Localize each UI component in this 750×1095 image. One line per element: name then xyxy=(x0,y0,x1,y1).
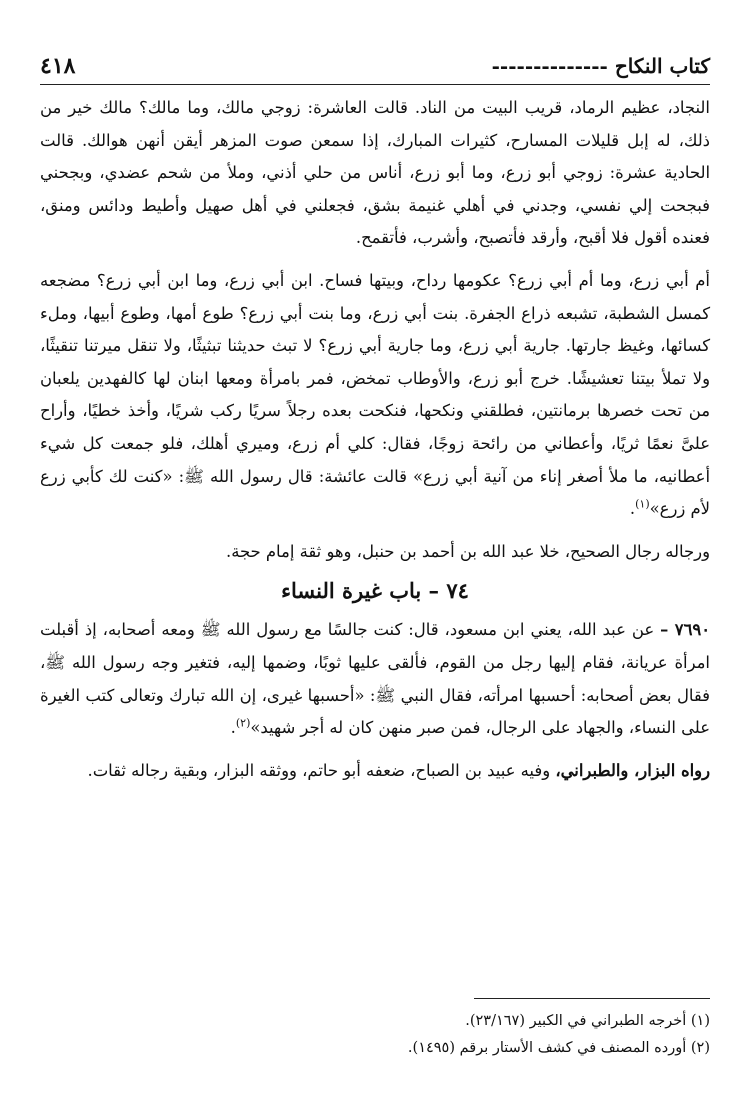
paragraph-hadith-7690 xyxy=(40,614,710,744)
page-header xyxy=(40,48,710,85)
paragraph-narrators-note: ورجاله رجال الصحيح، خلا عبد الله بن أحمد بن حنبل، وهو ثقة إمام حجة. xyxy=(225,541,710,561)
paragraph-hadith-continuation: النجاد، عظيم الرماد، قريب البيت من الناد. قالت العاشرة: زوجي مالك، وما مالك؟ مالك خير من ذلك، له إبل قليلات المسارح، كثيرات المبارك، إذا سمعن صوت المزهر أيقن أنهن هوالك. قالت الحادية عشرة: زوجي أبو زرع، وما أبو زرع، أناس من حلي أذني، وملأ من شحم عضدي، وبجحني فبجحت إلي نفسي، وجدني في أهلي غنيمة بشق، فجعلني في أهل صهيل وأطيط ودائس ومنق، فعنده أقول فلا أقبح، وأرقد فأتصبح، وأشرب، فأتقمح. xyxy=(40,98,710,248)
footnotes xyxy=(40,1008,710,1062)
footnote-divider xyxy=(474,998,710,999)
book-title: كتاب النكاح -------------- xyxy=(491,54,710,78)
paragraph-source-grading xyxy=(40,755,710,788)
header-dashes: -------------- xyxy=(491,54,608,78)
page-number: ٤١٨ xyxy=(40,53,76,79)
chapter-heading: ٧٤ – باب غيرة النساء xyxy=(281,578,469,604)
footnote-ref-2: (٢) xyxy=(235,716,251,730)
footnote-2: (٢) أورده المصنف في كشف الأستار برقم (١٤٩٥). xyxy=(407,1040,710,1056)
paragraph-end-mark: . xyxy=(230,718,236,738)
footnote-ref-1: (١) xyxy=(635,497,650,511)
page-body xyxy=(40,92,710,787)
grading-text: وفيه عبيد بن الصباح، ضعفه أبو حاتم، ووثقه البزار، وبقية رجاله ثقات. xyxy=(87,760,556,780)
paragraph-end-mark: . xyxy=(629,499,636,519)
hadith-text: عن عبد الله، يعني ابن مسعود، قال: كنت جالسًا مع رسول الله ﷺ ومعه أصحابه، إذ أقبلت امرأة عريانة، فقام إليها رجل من القوم، فألقى عليها ثوبًا، وضمها إليه، فتغير وجه رسول الله ﷺ، فقال بعض أصحابه: أحسبها امرأته، فقال النبي ﷺ: «أحسبها غيرى، إن الله تبارك وتعالى كتب الغيرة على النساء، والجهاد على الرجال، فمن صبر منهن كان له أجر شهيد» xyxy=(40,620,710,738)
paragraph-umm-zar-text: أم أبي زرع، وما أم أبي زرع؟ عكومها رداح، وبيتها فساح. ابن أبي زرع، وما ابن أبي زرع؟ مضجعه كمسل الشطبة، تشبعه ذراع الجفرة. بنت أبي زرع، وما بنت أبي زرع؟ طوع أمها، وطوع أبيها، وملء كسائها، وغيظ جارتها. جارية أبي زرع، وما جارية أبي زرع؟ لا تبث حديثنا تبثيثًا، ولا تنقل ميرتنا تنقيثًا، ولا تملأ بيتنا تعشيشًا. خرج أبو زرع، والأوطاب تمخض، فمر بامرأة ومعها ابنان لها كالفهدين يلعبان من تحت خصرها برمانتين، فطلقني ونكحها، فنكحت بعده رجلاً سريًا ركب شريًا، وأخذ خطيًا، وأراح علىَّ نعمًا ثريًا، وأعطاني من رائحة زوجًا، فقال: كلي أم زرع، وميري أهلك، فلو جمعت كل شيء أعطانيه، ما ملأ أصغر إناء من آنية أبي زرع» قالت عائشة: قال رسول الله ﷺ: «كنت لك كأبي زرع لأم زرع» xyxy=(40,270,710,519)
footnote-1: (١) أخرجه الطبراني في الكبير (٢٣/١٦٧). xyxy=(465,1013,710,1029)
source-attribution: رواه البزار، والطبراني، xyxy=(555,760,710,780)
hadith-number: ٧٦٩٠ – xyxy=(660,620,710,640)
paragraph-umm-zar xyxy=(40,265,710,526)
